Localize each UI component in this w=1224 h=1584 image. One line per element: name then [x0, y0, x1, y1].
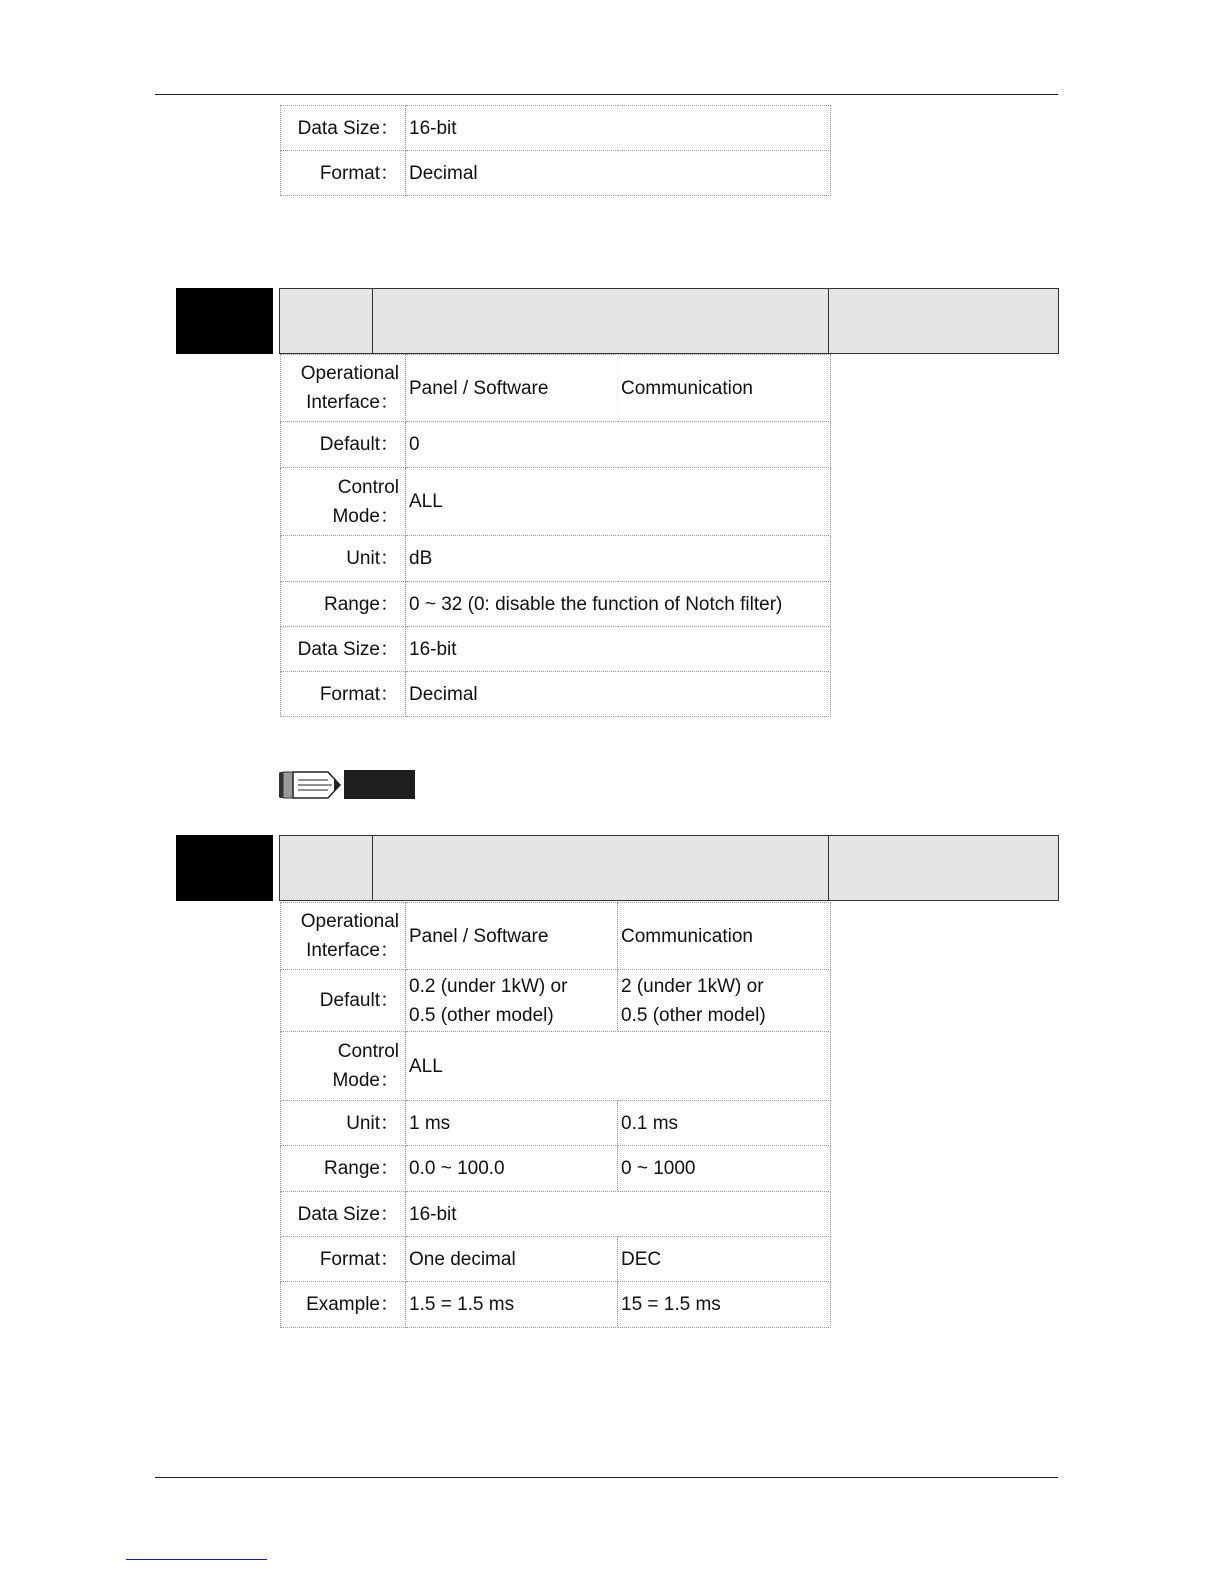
data-size-label: Data Size：: [281, 627, 406, 672]
table-row: [281, 1101, 831, 1146]
panel-software-header: Panel / Software: [406, 903, 618, 970]
param-address-box: [828, 835, 1059, 901]
table-row: [281, 582, 831, 627]
label-line: Operational: [300, 363, 399, 384]
range-value: 0 ~ 32 (0: disable the function of Notch filter): [406, 582, 831, 627]
range-label: Range：: [281, 582, 406, 627]
default-comm-value: [618, 970, 831, 1032]
footer-link-underline[interactable]: [126, 1559, 267, 1560]
param-table-2: [280, 902, 831, 1328]
interface-label: [281, 903, 406, 970]
label-line: Mode：: [332, 505, 399, 527]
data-size-label: Data Size：: [281, 106, 406, 151]
label-line: Interface：: [306, 392, 399, 413]
table-row: [281, 1237, 831, 1282]
param-code-block: [176, 835, 273, 901]
param-table-continued: [280, 105, 831, 196]
format-label: Format：: [281, 672, 406, 717]
data-size-value: 16-bit: [406, 1192, 831, 1237]
default-label: Default：: [281, 422, 406, 468]
unit-value: dB: [406, 536, 831, 582]
value-line: 0.2 (under 1kW) or: [409, 975, 568, 997]
table-row: [281, 151, 831, 196]
pencil-note-icon: [278, 770, 342, 800]
example-comm-value: 15 = 1.5 ms: [618, 1282, 831, 1328]
label-line: Interface：: [306, 940, 399, 961]
param-name-box: [372, 288, 829, 354]
note-label-bar: [344, 770, 415, 799]
param-code-box: [279, 288, 373, 354]
format-panel-value: One decimal: [406, 1237, 618, 1282]
default-value: 0: [406, 422, 831, 468]
param-table-1: [280, 354, 831, 717]
format-label: Format：: [281, 151, 406, 196]
table-row: [281, 627, 831, 672]
footer-rule: [155, 1477, 1058, 1478]
unit-comm-value: 0.1 ms: [618, 1101, 831, 1146]
table-row: [281, 355, 831, 422]
param-name-box: [372, 835, 829, 901]
param-address-box: [828, 288, 1059, 354]
example-panel-value: 1.5 = 1.5 ms: [406, 1282, 618, 1328]
table-row: [281, 672, 831, 717]
control-mode-label: [281, 468, 406, 536]
range-comm-value: 0 ~ 1000: [618, 1146, 831, 1192]
example-label: Example：: [281, 1282, 406, 1328]
data-size-value: 16-bit: [406, 106, 831, 151]
communication-header: Communication: [618, 355, 831, 422]
value-line: 0.5 (other model): [409, 1004, 554, 1026]
default-panel-value: [406, 970, 618, 1032]
table-row: [281, 970, 831, 1032]
default-label: Default：: [281, 970, 406, 1032]
unit-panel-value: 1 ms: [406, 1101, 618, 1146]
table-row: [281, 106, 831, 151]
format-value: Decimal: [406, 151, 831, 196]
format-comm-value: DEC: [618, 1237, 831, 1282]
table-row: [281, 536, 831, 582]
label-line: Control: [337, 476, 399, 498]
control-mode-value: ALL: [406, 1032, 831, 1101]
interface-label: [281, 355, 406, 422]
param-header-2: [176, 835, 1059, 901]
unit-label: Unit：: [281, 536, 406, 582]
panel-software-header: Panel / Software: [406, 355, 618, 422]
format-value: Decimal: [406, 672, 831, 717]
label-line: Control: [337, 1041, 399, 1062]
data-size-label: Data Size：: [281, 1192, 406, 1237]
param-code-block: [176, 288, 273, 354]
value-line: 0.5 (other model): [621, 1004, 766, 1026]
table-row: [281, 1192, 831, 1237]
label-line: Mode：: [332, 1070, 399, 1091]
table-row: [281, 422, 831, 468]
header-rule: [155, 94, 1058, 95]
range-panel-value: 0.0 ~ 100.0: [406, 1146, 618, 1192]
table-row: [281, 1146, 831, 1192]
param-header-1: [176, 288, 1059, 354]
param-code-box: [279, 835, 373, 901]
control-mode-label: [281, 1032, 406, 1101]
table-row: [281, 1282, 831, 1328]
communication-header: Communication: [618, 903, 831, 970]
format-label: Format：: [281, 1237, 406, 1282]
control-mode-value: ALL: [406, 468, 831, 536]
label-line: Operational: [300, 911, 399, 932]
range-label: Range：: [281, 1146, 406, 1192]
data-size-value: 16-bit: [406, 627, 831, 672]
table-row: [281, 468, 831, 536]
value-line: 2 (under 1kW) or: [621, 975, 764, 997]
unit-label: Unit：: [281, 1101, 406, 1146]
table-row: [281, 1032, 831, 1101]
table-row: [281, 903, 831, 970]
